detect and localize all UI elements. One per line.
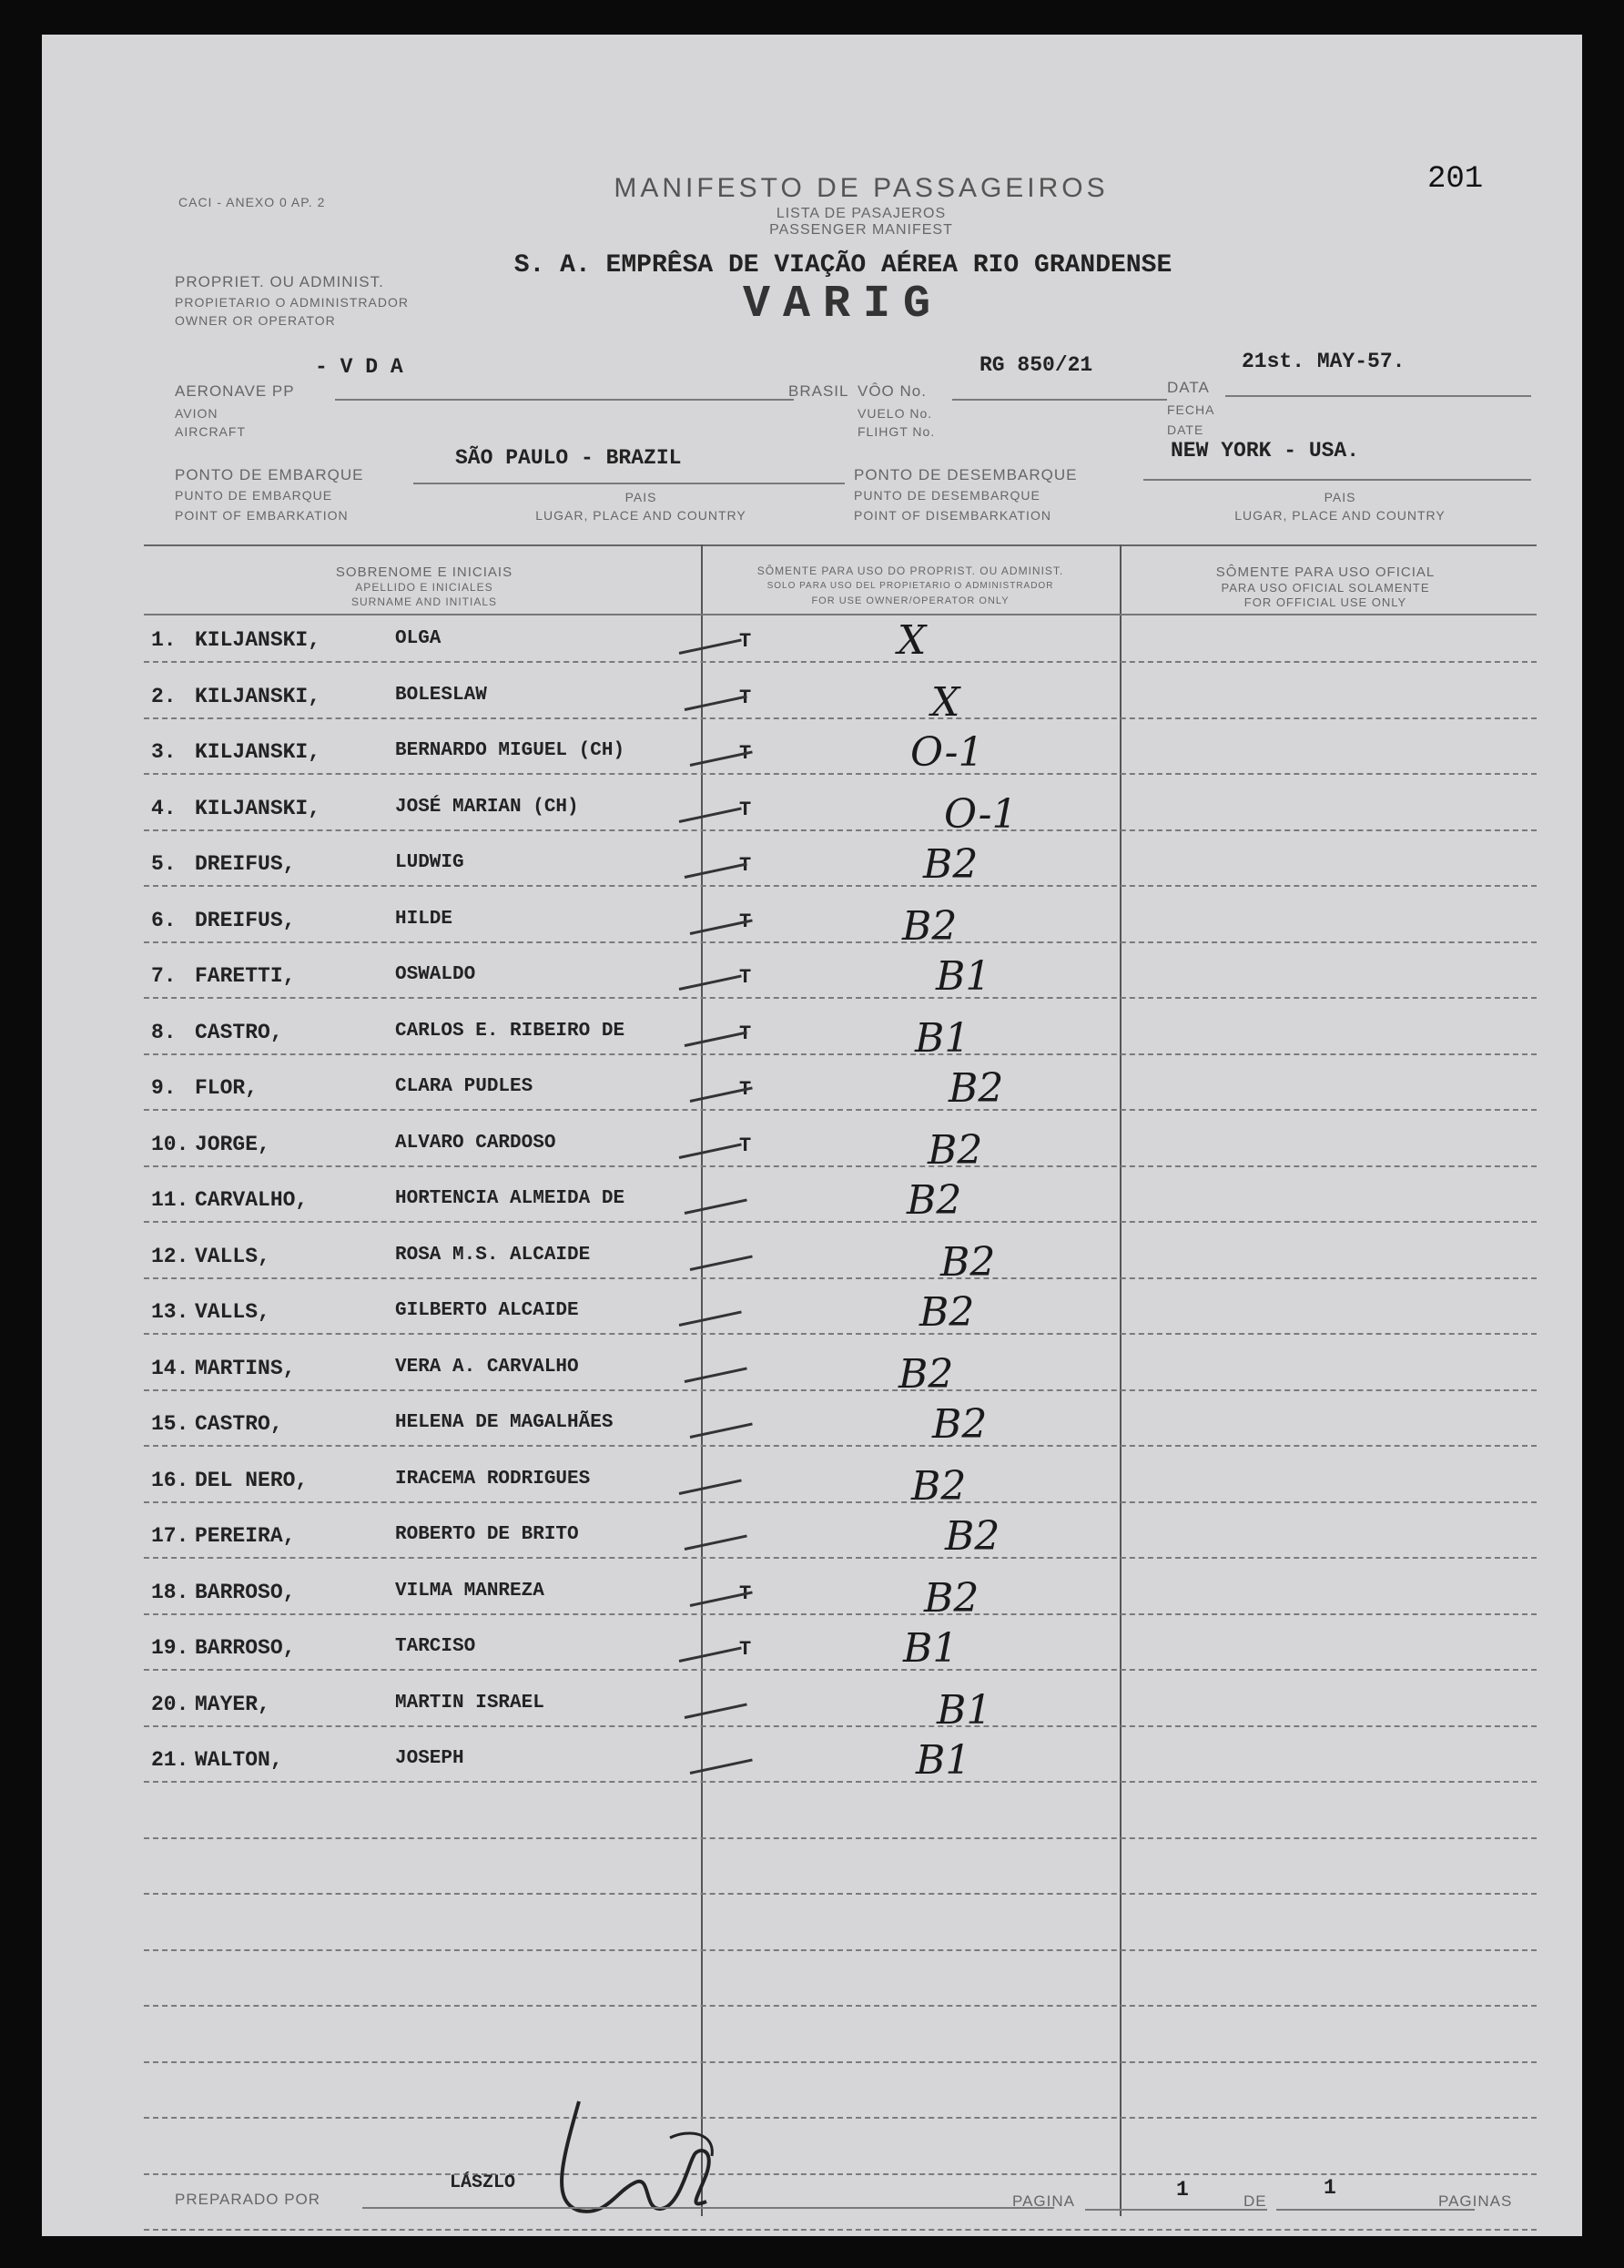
passenger-given-name: VERA A. CARVALHO: [395, 1356, 579, 1378]
tick-dash: [685, 1534, 747, 1550]
disembark-label: PONTO DE DESEMBARQUE: [854, 466, 1078, 483]
passenger-given-name: MARTIN ISRAEL: [395, 1692, 544, 1714]
passenger-note: B2: [923, 841, 979, 888]
tick-dash: [679, 1479, 742, 1494]
col-surname-header-es: APELLIDO E INICIALES: [355, 581, 493, 594]
passenger-number: 5.: [151, 852, 177, 876]
passenger-surname: DREIFUS,: [195, 852, 296, 876]
passenger-given-name: HELENA DE MAGALHÃES: [395, 1412, 614, 1433]
passenger-given-name: CLARA PUDLES: [395, 1076, 533, 1097]
passenger-note: B1: [916, 1737, 971, 1784]
disembark-label-en: POINT OF DISEMBARKATION: [854, 508, 1051, 523]
passenger-surname: KILJANSKI,: [195, 628, 321, 652]
passenger-surname: FLOR,: [195, 1076, 259, 1100]
tick-dash: [685, 1367, 747, 1382]
passenger-given-name: GILBERTO ALCAIDE: [395, 1300, 579, 1321]
col-official-header-en: FOR OFFICIAL USE ONLY: [1243, 595, 1407, 609]
passenger-number: 7.: [151, 964, 177, 988]
passenger-mark: T: [739, 1078, 752, 1101]
aircraft-label-en: AIRCRAFT: [175, 424, 246, 439]
tick-dash: [685, 1031, 747, 1046]
passenger-given-name: LUDWIG: [395, 852, 464, 873]
form-code: CACI - ANEXO 0 AP. 2: [178, 195, 326, 209]
passenger-surname: KILJANSKI,: [195, 740, 321, 764]
passenger-surname: PEREIRA,: [195, 1524, 296, 1548]
passenger-surname: WALTON,: [195, 1748, 283, 1772]
passenger-mark: T: [739, 630, 752, 653]
embark-value: SÃO PAULO - BRAZIL: [455, 446, 682, 470]
passenger-number: 10.: [151, 1132, 189, 1156]
passenger-given-name: CARLOS E. RIBEIRO DE: [395, 1020, 625, 1042]
table-row: [42, 1513, 1582, 1577]
passenger-mark: T: [739, 1134, 752, 1157]
passenger-mark: T: [739, 910, 752, 933]
passenger-surname: DREIFUS,: [195, 908, 296, 932]
passenger-number: 12.: [151, 1244, 189, 1268]
table-row: [42, 1289, 1582, 1353]
aircraft-country: BRASIL: [788, 382, 849, 400]
passenger-surname: CASTRO,: [195, 1412, 283, 1436]
passenger-note: B1: [936, 953, 991, 1000]
passenger-surname: VALLS,: [195, 1244, 270, 1268]
passenger-surname: DEL NERO,: [195, 1468, 309, 1492]
de-label: DE: [1243, 2192, 1267, 2210]
manifest-paper: [42, 35, 1582, 2236]
passenger-surname: MAYER,: [195, 1692, 270, 1716]
passenger-surname: BARROSO,: [195, 1580, 296, 1604]
passenger-surname: FARETTI,: [195, 964, 296, 988]
tick-dash: [679, 974, 742, 990]
flight-value: RG 850/21: [979, 353, 1093, 377]
date-value: 21st. MAY-57.: [1242, 350, 1406, 373]
table-row: [42, 729, 1582, 793]
passenger-given-name: VILMA MANREZA: [395, 1580, 544, 1602]
table-row: [42, 1574, 1582, 1633]
tick-dash: [679, 1310, 742, 1326]
passenger-mark: T: [739, 742, 752, 765]
passenger-given-name: TARCISO: [395, 1636, 476, 1657]
flight-label-es: VUELO No.: [858, 406, 933, 421]
col-surname-header: SOBRENOME E INICIAIS: [335, 564, 513, 580]
prepared-by-label: PREPARADO POR: [175, 2191, 321, 2208]
passenger-given-name: BERNARDO MIGUEL (CH): [395, 740, 625, 761]
table-row: [42, 902, 1582, 961]
table-row: [42, 1462, 1582, 1521]
col-owner-header-en: FOR USE OWNER/OPERATOR ONLY: [811, 595, 1010, 606]
table-row: [42, 790, 1582, 849]
passenger-surname: VALLS,: [195, 1300, 270, 1324]
table-row: [42, 617, 1582, 681]
passenger-note: B2: [919, 1289, 975, 1336]
passenger-surname: CASTRO,: [195, 1020, 283, 1044]
table-row: [42, 1686, 1582, 1745]
passenger-mark: T: [739, 1638, 752, 1661]
passenger-given-name: ROBERTO DE BRITO: [395, 1524, 579, 1545]
passenger-number: 8.: [151, 1020, 177, 1044]
disembark-value: NEW YORK - USA.: [1171, 439, 1360, 463]
passenger-given-name: OLGA: [395, 628, 442, 649]
embark-label-es: PUNTO DE EMBARQUE: [175, 488, 333, 503]
tick-dash: [679, 1646, 742, 1662]
table-rule: [144, 2173, 1537, 2175]
table-rule: [144, 1949, 1537, 1951]
table-row: [42, 1625, 1582, 1689]
passenger-number: 17.: [151, 1524, 189, 1548]
tick-dash: [685, 1703, 747, 1718]
tick-dash: [679, 807, 742, 822]
table-rule: [144, 2005, 1537, 2007]
table-row: [42, 678, 1582, 737]
passenger-given-name: HORTENCIA ALMEIDA DE: [395, 1188, 625, 1209]
col-owner-header: SÔMENTE PARA USO DO PROPRIST. OU ADMINIST.: [756, 564, 1064, 577]
passenger-number: 19.: [151, 1636, 189, 1660]
table-rule: [144, 1837, 1537, 1839]
passenger-surname: JORGE,: [195, 1132, 270, 1156]
tick-dash: [690, 1758, 753, 1774]
table-rule: [144, 2229, 1537, 2231]
passenger-given-name: BOLESLAW: [395, 684, 487, 706]
company-name: S. A. EMPRÊSA DE VIAÇÃO AÉREA RIO GRANDENSE: [513, 251, 1172, 280]
passenger-given-name: JOSÉ MARIAN (CH): [395, 796, 579, 818]
date-label: DATA: [1167, 379, 1210, 396]
passenger-note: B2: [898, 1350, 954, 1398]
passenger-note: B2: [945, 1513, 1000, 1560]
tick-dash: [690, 1422, 753, 1438]
passenger-number: 13.: [151, 1300, 189, 1324]
passenger-number: 14.: [151, 1356, 189, 1380]
passenger-note: B2: [902, 902, 958, 950]
aircraft-label: AERONAVE PP: [175, 382, 295, 400]
embark-pais: PAIS: [624, 490, 657, 504]
passenger-note: X: [898, 617, 927, 664]
passenger-surname: KILJANSKI,: [195, 796, 321, 820]
passenger-note: B2: [924, 1574, 979, 1622]
page-number: 201: [1427, 162, 1484, 197]
col-owner-header-es: SOLO PARA USO DEL PROPIETARIO O ADMINISTRADOR: [766, 581, 1054, 591]
embark-label: PONTO DE EMBARQUE: [175, 466, 364, 483]
table-rule: [144, 1893, 1537, 1895]
pagina-label: PAGINA: [1012, 2192, 1075, 2210]
passenger-given-name: IRACEMA RODRIGUES: [395, 1468, 591, 1490]
passenger-surname: CARVALHO,: [195, 1188, 309, 1212]
passenger-note: B2: [932, 1401, 988, 1448]
table-row: [42, 953, 1582, 1017]
aircraft-value: - V D A: [315, 355, 403, 379]
passenger-number: 3.: [151, 740, 177, 764]
flight-label: VÔO No.: [858, 382, 927, 400]
passenger-note: O-1: [910, 729, 984, 776]
aircraft-label-es: AVION: [175, 406, 218, 421]
date-label-en: DATE: [1167, 422, 1204, 437]
pagina-value: 1: [1176, 2178, 1189, 2202]
flight-label-en: FLIHGT No.: [858, 424, 936, 439]
passenger-surname: KILJANSKI,: [195, 684, 321, 708]
paginas-label: PAGINAS: [1438, 2192, 1513, 2210]
tick-dash: [685, 1198, 747, 1214]
passenger-number: 15.: [151, 1412, 189, 1436]
table-row: [42, 1238, 1582, 1297]
table-row: [42, 1401, 1582, 1465]
disembark-pais: PAIS: [1324, 490, 1356, 504]
passenger-note: B2: [940, 1238, 996, 1286]
prepared-by-value: LÁSZLO: [450, 2172, 516, 2193]
owner-label: PROPRIET. OU ADMINIST.: [175, 273, 384, 290]
passenger-number: 6.: [151, 908, 177, 932]
manifest-title: MANIFESTO DE PASSAGEIROS: [614, 173, 1109, 203]
de-value: 1: [1324, 2176, 1336, 2200]
passenger-note: B2: [928, 1126, 983, 1174]
passenger-number: 16.: [151, 1468, 189, 1492]
table-row: [42, 1126, 1582, 1185]
passenger-number: 1.: [151, 628, 177, 652]
passenger-mark: T: [739, 1581, 752, 1605]
passenger-number: 11.: [151, 1188, 189, 1212]
passenger-surname: MARTINS,: [195, 1356, 296, 1380]
passenger-note: B2: [907, 1177, 962, 1224]
passenger-note: B1: [915, 1014, 970, 1062]
passenger-given-name: JOSEPH: [395, 1748, 464, 1769]
passenger-mark: T: [739, 686, 752, 709]
tick-dash: [685, 862, 747, 878]
col-official-header: SÔMENTE PARA USO OFICIAL: [1215, 564, 1436, 580]
col-surname-header-en: SURNAME AND INITIALS: [350, 595, 498, 608]
passenger-given-name: OSWALDO: [395, 964, 476, 985]
passenger-number: 2.: [151, 684, 177, 708]
passenger-mark: T: [739, 966, 752, 989]
passenger-note: B2: [949, 1065, 1004, 1112]
table-rule: [144, 2061, 1537, 2063]
passenger-note: B1: [937, 1686, 992, 1734]
passenger-number: 21.: [151, 1748, 189, 1772]
disembark-label-es: PUNTO DE DESEMBARQUE: [854, 488, 1040, 503]
passenger-given-name: ROSA M.S. ALCAIDE: [395, 1244, 591, 1266]
passenger-number: 18.: [151, 1580, 189, 1604]
passenger-mark: T: [739, 798, 752, 821]
manifest-subtitle-es: LISTA DE PASAJEROS: [776, 206, 947, 221]
passenger-mark: T: [739, 1022, 752, 1045]
tick-dash: [679, 1143, 742, 1158]
embark-caption: LUGAR, PLACE AND COUNTRY: [535, 508, 746, 523]
tick-dash: [679, 638, 742, 654]
date-label-es: FECHA: [1167, 402, 1215, 417]
table-row: [42, 1065, 1582, 1129]
passenger-number: 9.: [151, 1076, 177, 1100]
passenger-mark: T: [739, 854, 752, 877]
passenger-note: O-1: [944, 790, 1018, 838]
disembark-caption: LUGAR, PLACE AND COUNTRY: [1234, 508, 1446, 523]
manifest-subtitle-en: PASSENGER MANIFEST: [769, 222, 953, 238]
table-rule: [144, 2117, 1537, 2119]
owner-label-es: PROPIETARIO O ADMINISTRADOR: [175, 295, 409, 310]
passenger-given-name: HILDE: [395, 908, 453, 930]
passenger-surname: BARROSO,: [195, 1636, 296, 1660]
col-official-header-es: PARA USO OFICIAL SOLAMENTE: [1221, 581, 1430, 595]
tick-dash: [690, 1255, 753, 1270]
brand-name: VARIG: [742, 279, 944, 331]
table-row: [42, 841, 1582, 905]
tick-dash: [685, 695, 747, 710]
passenger-number: 4.: [151, 796, 177, 820]
table-row: [42, 1737, 1582, 1801]
passenger-number: 20.: [151, 1692, 189, 1716]
embark-label-en: POINT OF EMBARKATION: [175, 508, 349, 523]
passenger-note: B1: [903, 1625, 959, 1672]
passenger-note: B2: [911, 1462, 967, 1510]
owner-label-en: OWNER OR OPERATOR: [175, 313, 336, 328]
signature-scribble: [533, 2056, 752, 2220]
passenger-given-name: ALVARO CARDOSO: [395, 1132, 556, 1154]
passenger-note: X: [931, 678, 960, 726]
table-row: [42, 1350, 1582, 1409]
table-row: [42, 1014, 1582, 1073]
table-row: [42, 1177, 1582, 1241]
